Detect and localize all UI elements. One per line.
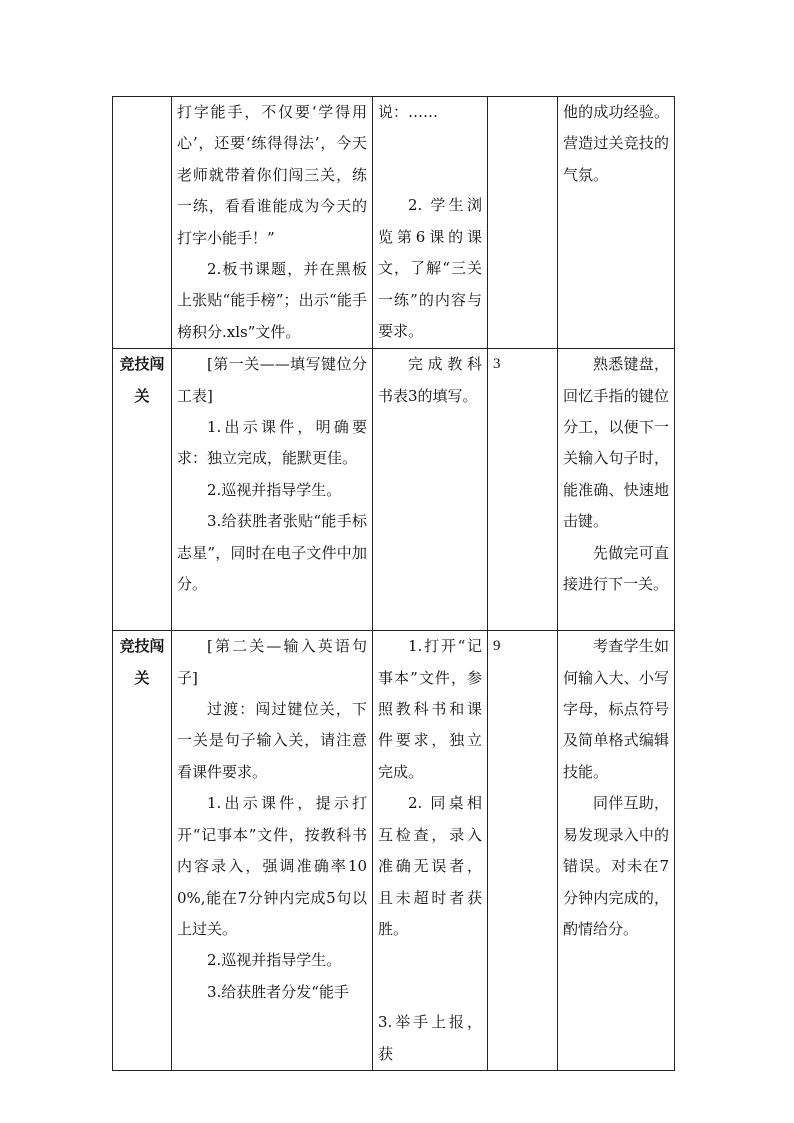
student-paragraph: 完成教科书表3的填写。 (378, 355, 482, 405)
intent-paragraph: 考查学生如何输入大、小写字母，标点符号及简单格式编辑技能。 (563, 637, 669, 781)
stage-cell: 竞技闯关 (113, 349, 172, 631)
teacher-paragraph: 打字能手，不仅要‘学得用心’，还要‘练得得法’，今天老师就带着你们闯三关，练一练，看看谁能成为今天的打字小能手！” (177, 103, 367, 247)
intent-paragraph: 他的成功经验。营造过关竞技的气氛。 (563, 103, 669, 184)
time-cell (488, 97, 558, 349)
student-activity-cell (373, 97, 488, 349)
teacher-paragraph: 2.板书课题，并在黑板上张贴“能手榜”；出示“能手榜积分.xls”文件。 (177, 260, 367, 341)
intent-paragraph: 同伴互助，易发现录入中的错误。对未在7分钟内完成的，酌情给分。 (563, 794, 669, 938)
teacher-paragraph: 2.巡视并指导学生。 (207, 480, 342, 499)
student-activity-cell (373, 631, 488, 1071)
intent-paragraph: 熟悉键盘，回忆手指的键位分工，以便下一关输入句子时，能准确、快速地击键。 (563, 355, 669, 531)
lesson-plan-table (112, 96, 675, 1071)
student-paragraph: 2. 同桌相互检查，录入准确无误者，且未超时者获胜。 (378, 794, 482, 938)
stage-cell (113, 97, 172, 349)
teacher-paragraph: 2.巡视并指导学生。 (207, 951, 342, 970)
student-paragraph: 说：…… (378, 103, 439, 121)
time-cell: 3 (488, 349, 558, 631)
table-row (113, 97, 675, 349)
design-intent-cell (558, 97, 675, 349)
table-row (113, 631, 675, 1071)
design-intent-cell (558, 349, 675, 631)
teacher-activity-cell (172, 631, 373, 1071)
teacher-activity-cell (172, 97, 373, 349)
student-activity-cell (373, 349, 488, 631)
design-intent-cell (558, 631, 675, 1071)
teacher-paragraph: [第二关—输入英语句子] (177, 637, 367, 687)
student-paragraph: 1.打开“记事本”文件，参照教科书和课件要求，独立完成。 (378, 637, 482, 781)
stage-cell: 竞技闯关 (113, 631, 172, 1071)
teacher-activity-cell (172, 349, 373, 631)
teacher-paragraph: 1.出示课件，提示打开“记事本”文件，按教科书内容录入，强调准确率100%,能在7分钟内完成5句以上过关。 (177, 794, 367, 938)
time-cell: 9 (488, 631, 558, 1071)
student-paragraph: 2. 学生浏览第6课的课文，了解“三关一练”的内容与要求。 (378, 196, 482, 341)
teacher-paragraph: 3.给获胜者分发“能手 (207, 982, 349, 1001)
student-paragraph: 3.举手上报，获 (378, 1013, 482, 1063)
teacher-paragraph: 过渡：闯过键位关，下一关是句子输入关，请注意看课件要求。 (177, 700, 367, 781)
teacher-paragraph: [第一关——填写键位分工表] (177, 355, 367, 405)
teacher-paragraph: 1.出示课件，明确要求：独立完成，能默更佳。 (177, 418, 367, 468)
teacher-paragraph: 3.给获胜者张贴“能手标志星”，同时在电子文件中加分。 (177, 512, 367, 594)
intent-paragraph: 先做完可直接进行下一关。 (563, 543, 669, 594)
table-row (113, 349, 675, 631)
